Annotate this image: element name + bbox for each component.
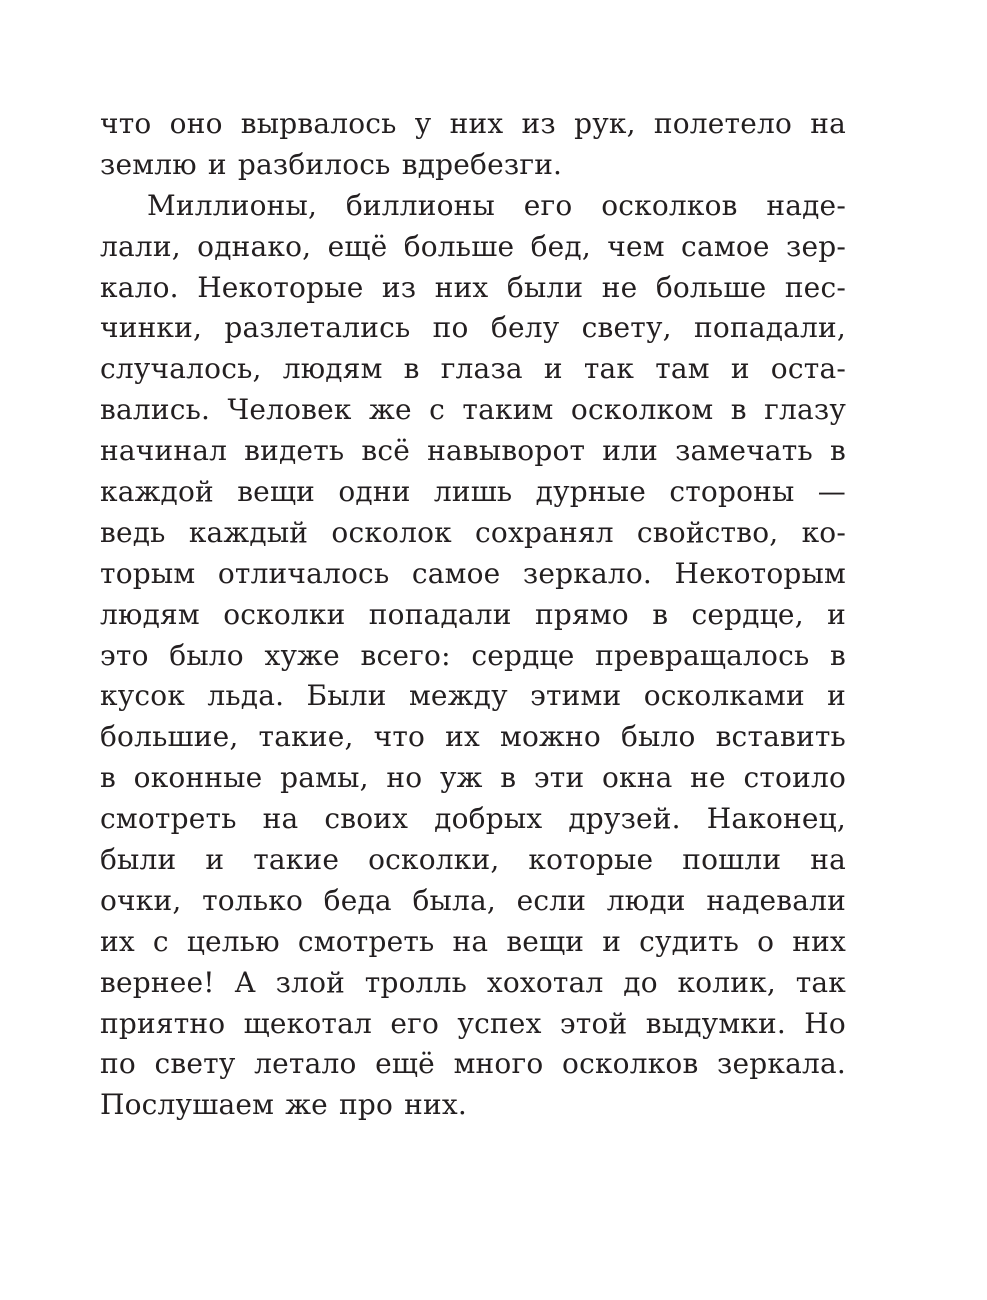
text-line: лали, однако, ещё больше бед, чем самое зер- <box>100 229 846 263</box>
text-line: торым отличалось самое зеркало. Некоторым <box>100 556 846 590</box>
text-line: землю и разбилось вдребезги. <box>100 147 563 181</box>
text-line: Миллионы, биллионы его осколков наде- <box>147 188 846 222</box>
text-line: в оконные рамы, но уж в эти окна не стоило <box>100 761 846 795</box>
text-line: начинал видеть всё навыворот или замечать в <box>100 434 846 468</box>
text-line: кусок льда. Были между этими осколками и <box>100 679 846 713</box>
text-line: каждой вещи одни лишь дурные стороны — <box>100 475 846 509</box>
text-line: людям осколки попадали прямо в сердце, и <box>100 597 846 631</box>
text-line: были и такие осколки, которые пошли на <box>100 843 846 877</box>
text-line: вались. Человек же с таким осколком в глазу <box>100 393 846 427</box>
paragraph-1 <box>100 104 846 186</box>
text-line: по свету летало ещё много осколков зеркала. <box>100 1047 846 1081</box>
paragraph-2 <box>100 186 846 1126</box>
text-line: это было хуже всего: сердце превращалось в <box>100 638 846 672</box>
text-line: ведь каждый осколок сохранял свойство, ко- <box>100 515 846 549</box>
text-line: случалось, людям в глаза и так там и оста- <box>100 352 846 386</box>
text-line: смотреть на своих добрых друзей. Наконец, <box>100 802 846 836</box>
text-line: их с целью смотреть на вещи и судить о них <box>100 924 846 958</box>
text-line: чинки, разлетались по белу свету, попадали, <box>100 311 846 345</box>
text-line: Послушаем же про них. <box>100 1088 467 1122</box>
text-line: большие, такие, что их можно было вставить <box>100 720 846 754</box>
book-page <box>100 104 846 1126</box>
text-line: приятно щекотал его успех этой выдумки. Но <box>100 1006 846 1040</box>
text-line: очки, только беда была, если люди надевали <box>100 883 846 917</box>
text-line: что оно вырвалось у них из рук, полетело на <box>100 107 846 140</box>
text-line: кало. Некоторые из них были не больше пес- <box>100 270 846 304</box>
text-line: вернее! А злой тролль хохотал до колик, так <box>100 965 846 999</box>
